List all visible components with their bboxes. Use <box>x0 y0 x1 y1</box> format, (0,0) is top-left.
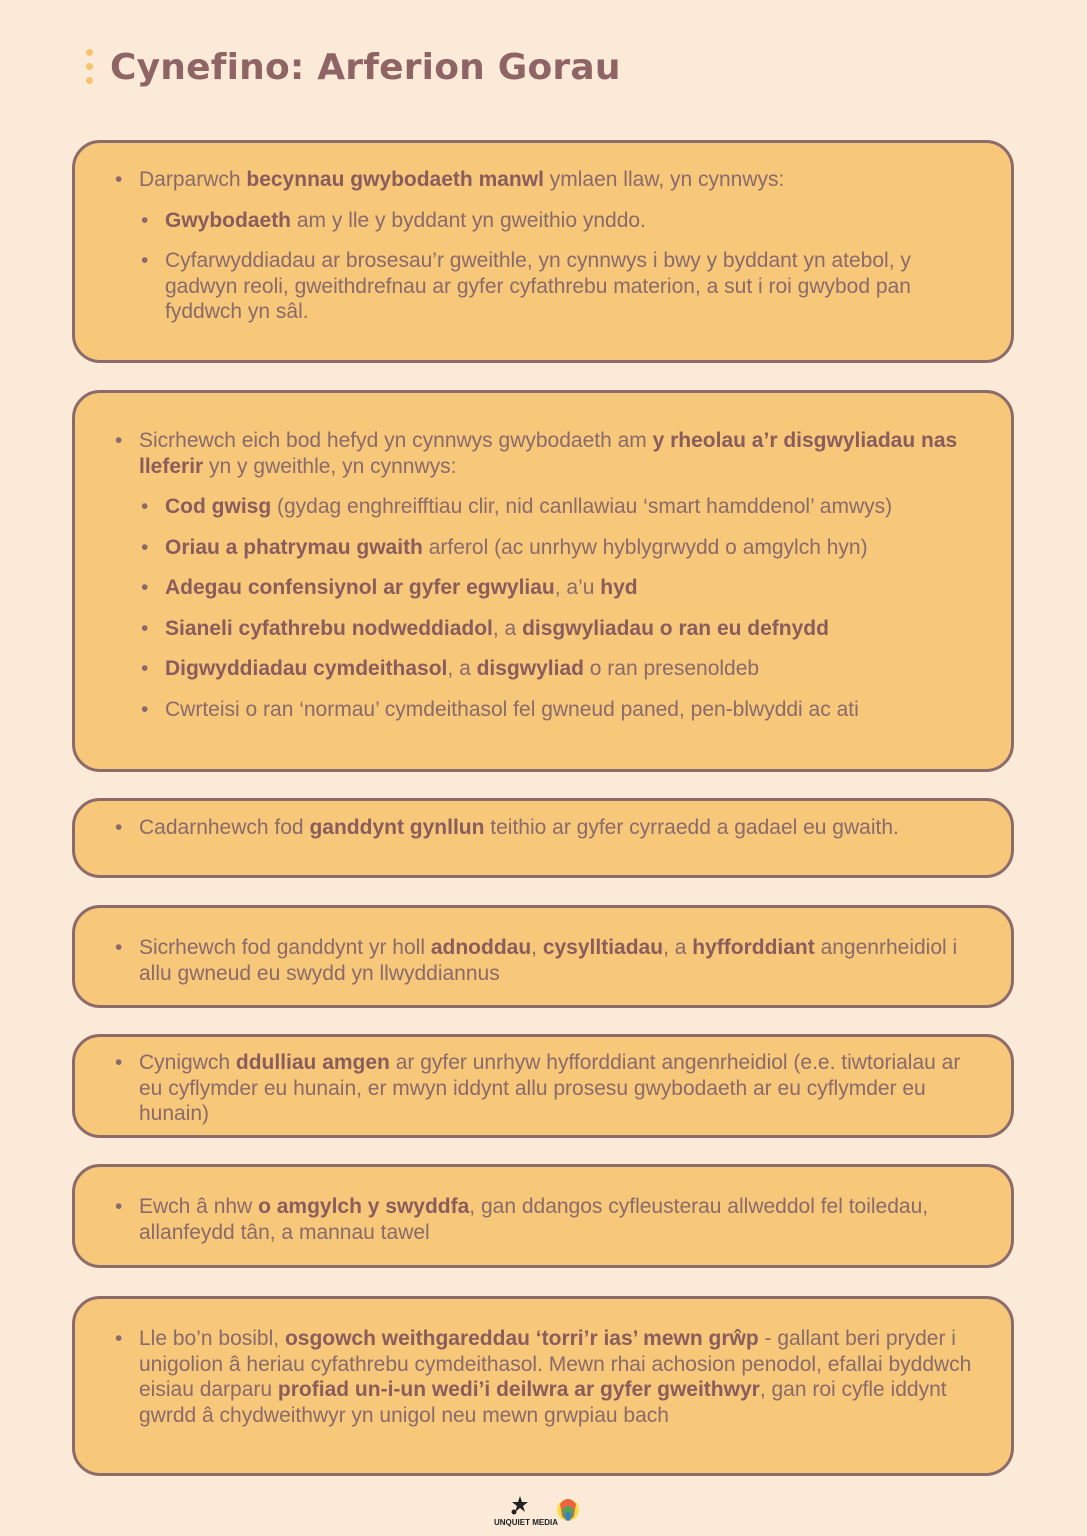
logo-text: UNQUIET MEDIA <box>494 1518 558 1527</box>
sub-list-item: • Cod gwisg (gydag enghreifftiau clir, nid canllawiau ‘smart hamddenol’ amwys) <box>165 494 981 520</box>
list-item: • Cadarnhewch fod ganddynt gynllun teithio ar gyfer cyrraedd a gadael eu gwaith. <box>139 815 981 841</box>
info-box-alternative-methods <box>72 1034 1014 1138</box>
page-header <box>84 42 621 92</box>
title-accent-dots-icon <box>84 45 96 89</box>
sub-list-item: • Digwyddiadau cymdeithasol, a disgwyliad o ran presenoldeb <box>165 656 981 682</box>
list-item: • Sicrhewch eich bod hefyd yn cynnwys gwybodaeth am y rheolau a’r disgwyliadau nas lleferir yn y gweithle, yn cynnwys: <box>139 428 981 479</box>
info-box-travel-plan <box>72 798 1014 878</box>
sub-list-item: • Cyfarwyddiadau ar brosesau’r gweithle, yn cynnwys i bwy y byddant yn atebol, y gadwyn reoli, gweithdrefnau ar gyfer cyfathrebu materion, a sut i roi gwybod pan fyddwch yn sâl. <box>165 248 981 325</box>
info-box-resources <box>72 905 1014 1008</box>
list-item: • Darparwch becynnau gwybodaeth manwl ymlaen llaw, yn cynnwys: <box>139 167 981 193</box>
info-box-information-packs <box>72 140 1014 363</box>
unquiet-media-logo-icon <box>490 1490 590 1530</box>
rainbow-logo-icon <box>557 1499 579 1521</box>
sub-list-item: • Adegau confensiynol ar gyfer egwyliau, a’u hyd <box>165 575 981 601</box>
sub-list-item: • Cwrteisi o ran ‘normau’ cymdeithasol fel gwneud paned, pen-blwyddi ac ati <box>165 697 981 723</box>
list-item: • Ewch â nhw o amgylch y swyddfa, gan ddangos cyfleusterau allweddol fel toiledau, allanfeydd tân, a mannau tawel <box>139 1194 981 1245</box>
sub-list-item: • Oriau a phatrymau gwaith arferol (ac unrhyw hyblygrwydd o amgylch hyn) <box>165 535 981 561</box>
sub-list-item: • Sianeli cyfathrebu nodweddiadol, a disgwyliadau o ran eu defnydd <box>165 616 981 642</box>
page-title: Cynefino: Arferion Gorau <box>110 46 621 88</box>
list-item: • Lle bo’n bosibl, osgowch weithgareddau ‘torri’r ias’ mewn grŵp - gallant beri pryder i unigolion â heriau cyfathrebu cymdeithasol. Mewn rhai achosion penodol, efallai byddwch eisiau darparu profiad un-i-un wedi’i deilwra ar gyfer gweithwyr, gan roi cyfle iddynt gwrdd â chydweithwyr yn unigol neu mewn grwpiau bach <box>139 1326 981 1428</box>
list-item: • Cynigwch ddulliau amgen ar gyfer unrhyw hyfforddiant angenrheidiol (e.e. tiwtorialau ar eu cyflymder eu hunain, er mwyn iddynt allu prosesu gwybodaeth ar eu cyflymder eu hunain) <box>139 1050 981 1127</box>
info-box-icebreakers <box>72 1296 1014 1476</box>
list-item: • Sicrhewch fod ganddynt yr holl adnoddau, cysylltiadau, a hyfforddiant angenrheidiol i allu gwneud eu swydd yn llwyddiannus <box>139 935 981 986</box>
info-box-office-tour <box>72 1164 1014 1268</box>
footer-logos <box>490 1490 590 1530</box>
info-box-unspoken-rules <box>72 390 1014 772</box>
sub-list-item: • Gwybodaeth am y lle y byddant yn gweithio ynddo. <box>165 208 981 234</box>
